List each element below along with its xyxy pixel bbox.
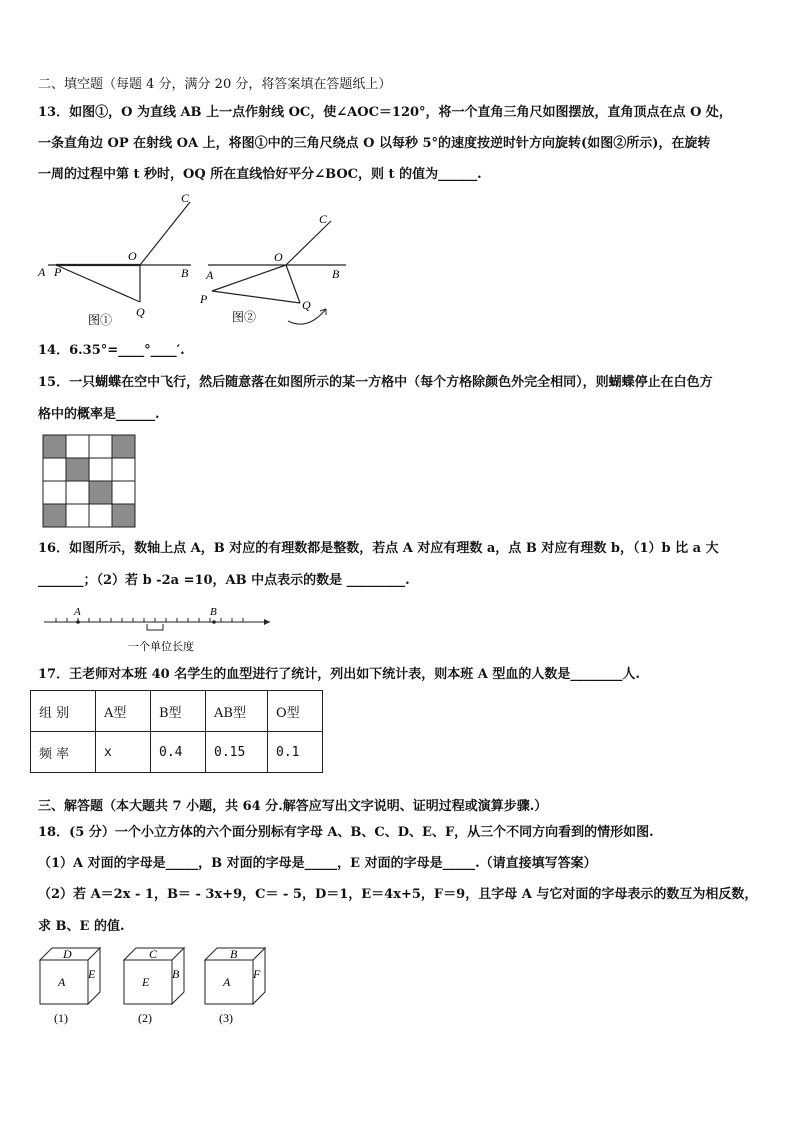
cube-top-label: B (230, 947, 238, 961)
cube-top-label: D (63, 947, 72, 961)
q15-line2: 格中的概率是______. (38, 407, 160, 422)
q18-line3: （2）若 A＝2x - 1，B＝ - 3x+9，C＝ - 5，D＝1，E＝4x+5，F＝9，且字母 A 与它对面的字母表示的数互为相反数， (38, 887, 758, 902)
label-B: B (210, 606, 217, 618)
point-A (76, 620, 80, 624)
grid-cell-white (66, 504, 89, 527)
grid-cell-shaded (43, 504, 66, 527)
q13-figure-1 (36, 190, 196, 330)
q13-figure-2 (196, 205, 356, 345)
cube-3 (195, 944, 275, 1034)
grid-cell-white (43, 458, 66, 481)
fig2-label-B: B (332, 267, 340, 281)
cube-1 (30, 944, 110, 1034)
grid-cell-white (112, 481, 135, 504)
fig1-label-P: P (54, 265, 62, 279)
q18-line4: 求 B、E 的值. (38, 919, 125, 934)
fig2-label-O: O (274, 250, 283, 264)
q14-text: 14．6.35°=____°____′. (38, 343, 185, 358)
grid-cell-shaded (66, 458, 89, 481)
fig2-label-P: P (200, 292, 208, 306)
cube-side-label: E (88, 967, 96, 981)
fig1-label-O: O (128, 249, 137, 263)
fig2-label-C: C (319, 212, 328, 226)
cube-side-label: F (253, 967, 261, 981)
header-cell: AB型 (206, 691, 268, 732)
cube-side-label: B (172, 967, 180, 981)
grid-cell-white (89, 458, 112, 481)
label-A: A (74, 606, 81, 618)
cube-caption: (3) (219, 1011, 233, 1025)
row-cell: 频 率 (31, 732, 96, 773)
grid-cell-white (89, 504, 112, 527)
fig2-caption: 图② (232, 310, 257, 324)
grid-cell-white (66, 481, 89, 504)
header-cell: O型 (268, 691, 323, 732)
fig1-label-A: A (38, 265, 46, 279)
q16-line1: 16．如图所示，数轴上点 A，B 对应的有理数都是整数，若点 A 对应有理数 a，点 B 对应有理数 b，（1）b 比 a 大 (38, 541, 719, 556)
row-cell: 0.4 (151, 732, 206, 773)
row-cell: 0.15 (206, 732, 268, 773)
section-heading: 三、解答题（本大题共 7 小题，共 64 分.解答应写出文字说明、证明过程或演算步骤.） (38, 799, 548, 814)
fig1-label-Q: Q (136, 305, 145, 319)
cube-front-label: A (223, 975, 231, 989)
blood-type-table (30, 690, 323, 773)
header-cell: A型 (96, 691, 151, 732)
row-cell: 0.1 (268, 732, 323, 773)
grid-cell-shaded (112, 504, 135, 527)
q15-grid (42, 434, 136, 528)
q13-line3: 一周的过程中第 t 秒时，OQ 所在直线恰好平分∠BOC，则 t 的值为______. (38, 167, 482, 182)
cube-caption: (1) (54, 1011, 68, 1025)
cube-front-label: E (142, 975, 150, 989)
q15-line1: 15．一只蝴蝶在空中飞行，然后随意落在如图所示的某一方格中（每个方格除颜色外完全相同），则蝴蝶停止在白色方 (38, 375, 713, 390)
unit-caption: 一个单位长度 (128, 641, 194, 653)
grid-cell-white (66, 435, 89, 458)
fig2-label-A: A (206, 268, 214, 282)
q13-line1: 13．如图①，O 为直线 AB 上一点作射线 OC，使∠AOC＝120°，将一个直角三角尺如图摆放，直角顶点在点 O 处， (38, 105, 732, 120)
cube-top-label: C (149, 947, 158, 961)
q16-line2: _______；（2）若 b -2a =10，AB 中点表示的数是 _________. (38, 573, 410, 588)
grid-cell-white (43, 481, 66, 504)
grid-cell-shaded (89, 481, 112, 504)
grid-cell-shaded (43, 435, 66, 458)
cube-2 (114, 944, 194, 1034)
section-heading: 二、填空题（每题 4 分，满分 20 分，将答案填在答题纸上） (38, 77, 392, 92)
fig1-label-B: B (181, 266, 189, 280)
fig1-label-C: C (181, 191, 190, 205)
grid-cell-white (112, 458, 135, 481)
header-cell: 组 别 (31, 691, 96, 732)
q13-line2: 一条直角边 OP 在射线 OA 上，将图①中的三角尺绕点 O 以每秒 5°的速度按逆时针方向旋转(如图②所示)，在旋转 (38, 136, 711, 151)
row-cell: x (96, 732, 151, 773)
q18-line1: 18．(5 分）一个小立方体的六个面分别标有字母 A、B、C、D、E、F，从三个不同方向看到的情形如图. (38, 825, 654, 840)
grid-cell-white (89, 435, 112, 458)
grid-cell-shaded (112, 435, 135, 458)
fig2-label-Q: Q (302, 298, 311, 312)
cube-caption: (2) (138, 1011, 152, 1025)
point-B (212, 620, 216, 624)
q16-number-line (42, 604, 282, 654)
q18-line2: （1）A 对面的字母是_____，B 对面的字母是_____，E 对面的字母是_____.（请直接填写答案） (38, 856, 597, 871)
table-header-row (31, 691, 323, 732)
q17-text: 17．王老师对本班 40 名学生的血型进行了统计，列出如下统计表，则本班 A 型血的人数是________人. (38, 667, 640, 682)
header-cell: B型 (151, 691, 206, 732)
cube-front-label: A (58, 975, 66, 989)
table-row (31, 732, 323, 773)
fig1-caption: 图① (88, 313, 113, 327)
